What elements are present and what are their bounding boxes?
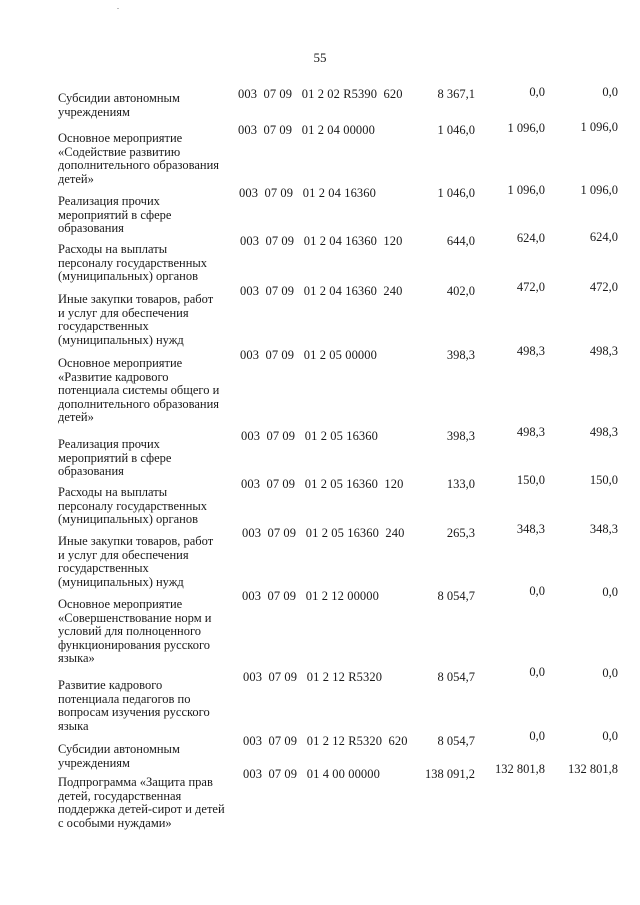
- row-value-year2: 472,0: [516, 280, 545, 294]
- row-value-year3: 1 096,0: [580, 120, 618, 134]
- row-code: 003 07 09 01 2 12 R5320: [243, 670, 383, 684]
- row-value-year2: 132 801,8: [495, 762, 545, 776]
- row-name: Основное мероприятие «Развитие кадрового потенциала системы общего и дополнительного образования детей»: [58, 356, 220, 424]
- row-value-year2: 624,0: [516, 231, 545, 245]
- row-code: 003 07 09 01 2 12 00000: [242, 589, 379, 603]
- row-value-year1: 8 054,7: [437, 670, 475, 684]
- row-value-year1: 8 054,7: [437, 734, 475, 748]
- row-value-year3: 472,0: [589, 280, 618, 294]
- row-value-year1: 265,3: [446, 526, 475, 540]
- row-value-year3: 0,0: [602, 729, 618, 743]
- row-value-year3: 132 801,8: [568, 762, 618, 776]
- page-number: 55: [313, 50, 327, 65]
- row-value-year2: 0,0: [529, 665, 545, 679]
- row-value-year2: 150,0: [516, 473, 545, 487]
- row-name: Реализация прочих мероприятий в сфере образования: [58, 194, 172, 235]
- row-value-year3: 0,0: [602, 666, 618, 680]
- row-name: Реализация прочих мероприятий в сфере образования: [58, 437, 172, 478]
- row-code: 003 07 09 01 2 04 16360 120: [240, 234, 403, 248]
- row-value-year3: 1 096,0: [580, 183, 618, 197]
- row-value-year1: 133,0: [446, 477, 475, 491]
- row-value-year2: 348,3: [516, 522, 545, 536]
- row-code: 003 07 09 01 2 02 R5390 620: [238, 87, 403, 101]
- row-name: Основное мероприятие «Совершенствование норм и условий для полноценного функционирования русского языка»: [58, 597, 212, 665]
- row-name: Расходы на выплаты персоналу государственных (муниципальных) органов: [58, 242, 208, 283]
- row-value-year3: 0,0: [602, 585, 618, 599]
- scan-speck: [117, 8, 119, 9]
- row-value-year2: 0,0: [529, 85, 545, 99]
- row-code: 003 07 09 01 4 00 00000: [243, 767, 380, 781]
- row-value-year1: 644,0: [446, 234, 475, 248]
- row-name: Субсидии автономным учреждениям: [58, 742, 180, 770]
- row-value-year1: 398,3: [446, 348, 475, 362]
- row-name: Иные закупки товаров, работ и услуг для обеспечения государственных (муниципальных) нужд: [58, 534, 214, 589]
- row-name: Расходы на выплаты персоналу государственных (муниципальных) органов: [58, 485, 208, 526]
- row-value-year1: 8 054,7: [437, 589, 475, 603]
- row-code: 003 07 09 01 2 05 16360: [241, 429, 378, 443]
- row-value-year3: 150,0: [589, 473, 618, 487]
- row-code: 003 07 09 01 2 05 16360 240: [242, 526, 405, 540]
- row-value-year1: 402,0: [446, 284, 475, 298]
- row-name: Подпрограмма «Защита прав детей, государственная поддержка детей-сирот и детей с особыми нуждами»: [58, 775, 225, 830]
- row-value-year1: 138 091,2: [425, 767, 475, 781]
- row-value-year2: 0,0: [529, 584, 545, 598]
- row-value-year2: 1 096,0: [507, 121, 545, 135]
- row-value-year2: 498,3: [516, 344, 545, 358]
- row-code: 003 07 09 01 2 04 16360: [239, 186, 376, 200]
- row-value-year2: 0,0: [529, 729, 545, 743]
- row-name: Основное мероприятие «Содействие развитию дополнительного образования детей»: [58, 131, 220, 186]
- row-value-year1: 398,3: [446, 429, 475, 443]
- row-value-year1: 1 046,0: [437, 186, 475, 200]
- row-value-year2: 1 096,0: [507, 183, 545, 197]
- row-code: 003 07 09 01 2 04 16360 240: [240, 284, 403, 298]
- row-value-year3: 0,0: [602, 85, 618, 99]
- row-name: Субсидии автономным учреждениям: [58, 91, 180, 119]
- row-value-year3: 348,3: [589, 522, 618, 536]
- row-code: 003 07 09 01 2 04 00000: [238, 123, 375, 137]
- row-code: 003 07 09 01 2 12 R5320 620: [243, 734, 408, 748]
- row-value-year1: 8 367,1: [437, 87, 475, 101]
- row-code: 003 07 09 01 2 05 00000: [240, 348, 377, 362]
- row-name: Иные закупки товаров, работ и услуг для обеспечения государственных (муниципальных) нужд: [58, 292, 214, 347]
- row-value-year2: 498,3: [516, 425, 545, 439]
- row-value-year3: 498,3: [589, 344, 618, 358]
- row-name: Развитие кадрового потенциала педагогов по вопросам изучения русского языка: [58, 678, 210, 733]
- row-value-year3: 624,0: [589, 230, 618, 244]
- row-value-year3: 498,3: [589, 425, 618, 439]
- row-value-year1: 1 046,0: [437, 123, 475, 137]
- row-code: 003 07 09 01 2 05 16360 120: [241, 477, 404, 491]
